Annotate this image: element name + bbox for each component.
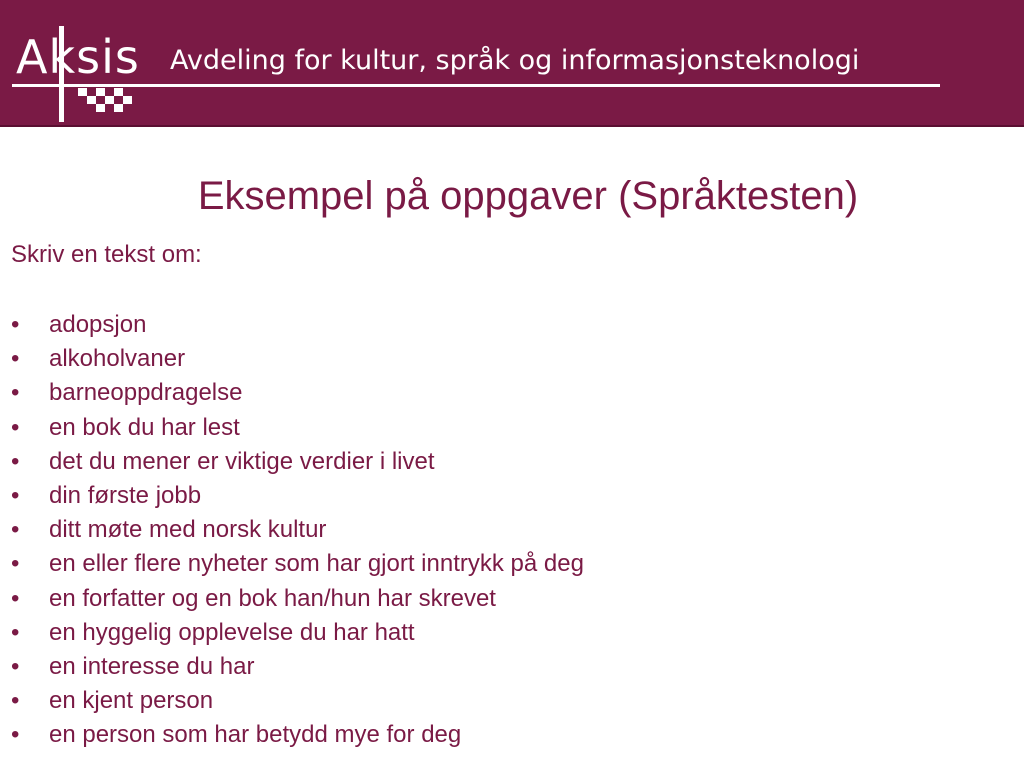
topic-label: adopsjon xyxy=(49,311,147,338)
bullet-icon: • xyxy=(11,516,20,544)
bullet-icon: • xyxy=(11,413,20,441)
topic-label: barneoppdragelse xyxy=(49,379,243,407)
checker-pattern-icon xyxy=(78,88,132,112)
topic-label: alkoholvaner xyxy=(49,345,186,373)
department-name: Avdeling for kultur, språk og informasjonsteknologi xyxy=(170,45,860,76)
topic-label: en hyggelig opplevelse du har hatt xyxy=(49,618,415,646)
bullet-icon: • xyxy=(11,379,20,407)
header-divider xyxy=(12,84,940,87)
bullet-icon: • xyxy=(11,618,20,646)
bullet-icon: • xyxy=(11,687,20,715)
topic-label: en eller flere nyheter som har gjort inntrykk på deg xyxy=(49,550,584,578)
bullet-icon: • xyxy=(11,584,20,612)
topic-label: en forfatter og en bok han/hun har skrevet xyxy=(49,584,496,612)
topic-label: en interesse du har xyxy=(49,652,255,680)
topic-label: en bok du har lest xyxy=(49,413,240,441)
intro-text: Skriv en tekst om: xyxy=(11,241,202,268)
topic-label: din første jobb xyxy=(49,481,202,509)
bullet-icon: • xyxy=(11,447,20,475)
bullet-icon: • xyxy=(11,721,20,749)
header-banner xyxy=(0,0,1024,127)
topic-label: ditt møte med norsk kultur xyxy=(49,516,327,544)
bullet-icon: • xyxy=(11,550,20,578)
topic-label: en person som har betydd mye for deg xyxy=(49,721,462,749)
slide-title: Eksempel på oppgaver (Språktesten) xyxy=(197,174,859,218)
bullet-icon: • xyxy=(11,311,20,338)
bullet-icon: • xyxy=(11,345,20,373)
bullet-icon: • xyxy=(11,652,20,680)
topic-label: en kjent person xyxy=(49,687,214,715)
topic-label: det du mener er viktige verdier i livet xyxy=(49,447,435,475)
logo-text: Aksis xyxy=(16,30,140,84)
bullet-icon: • xyxy=(11,481,20,509)
